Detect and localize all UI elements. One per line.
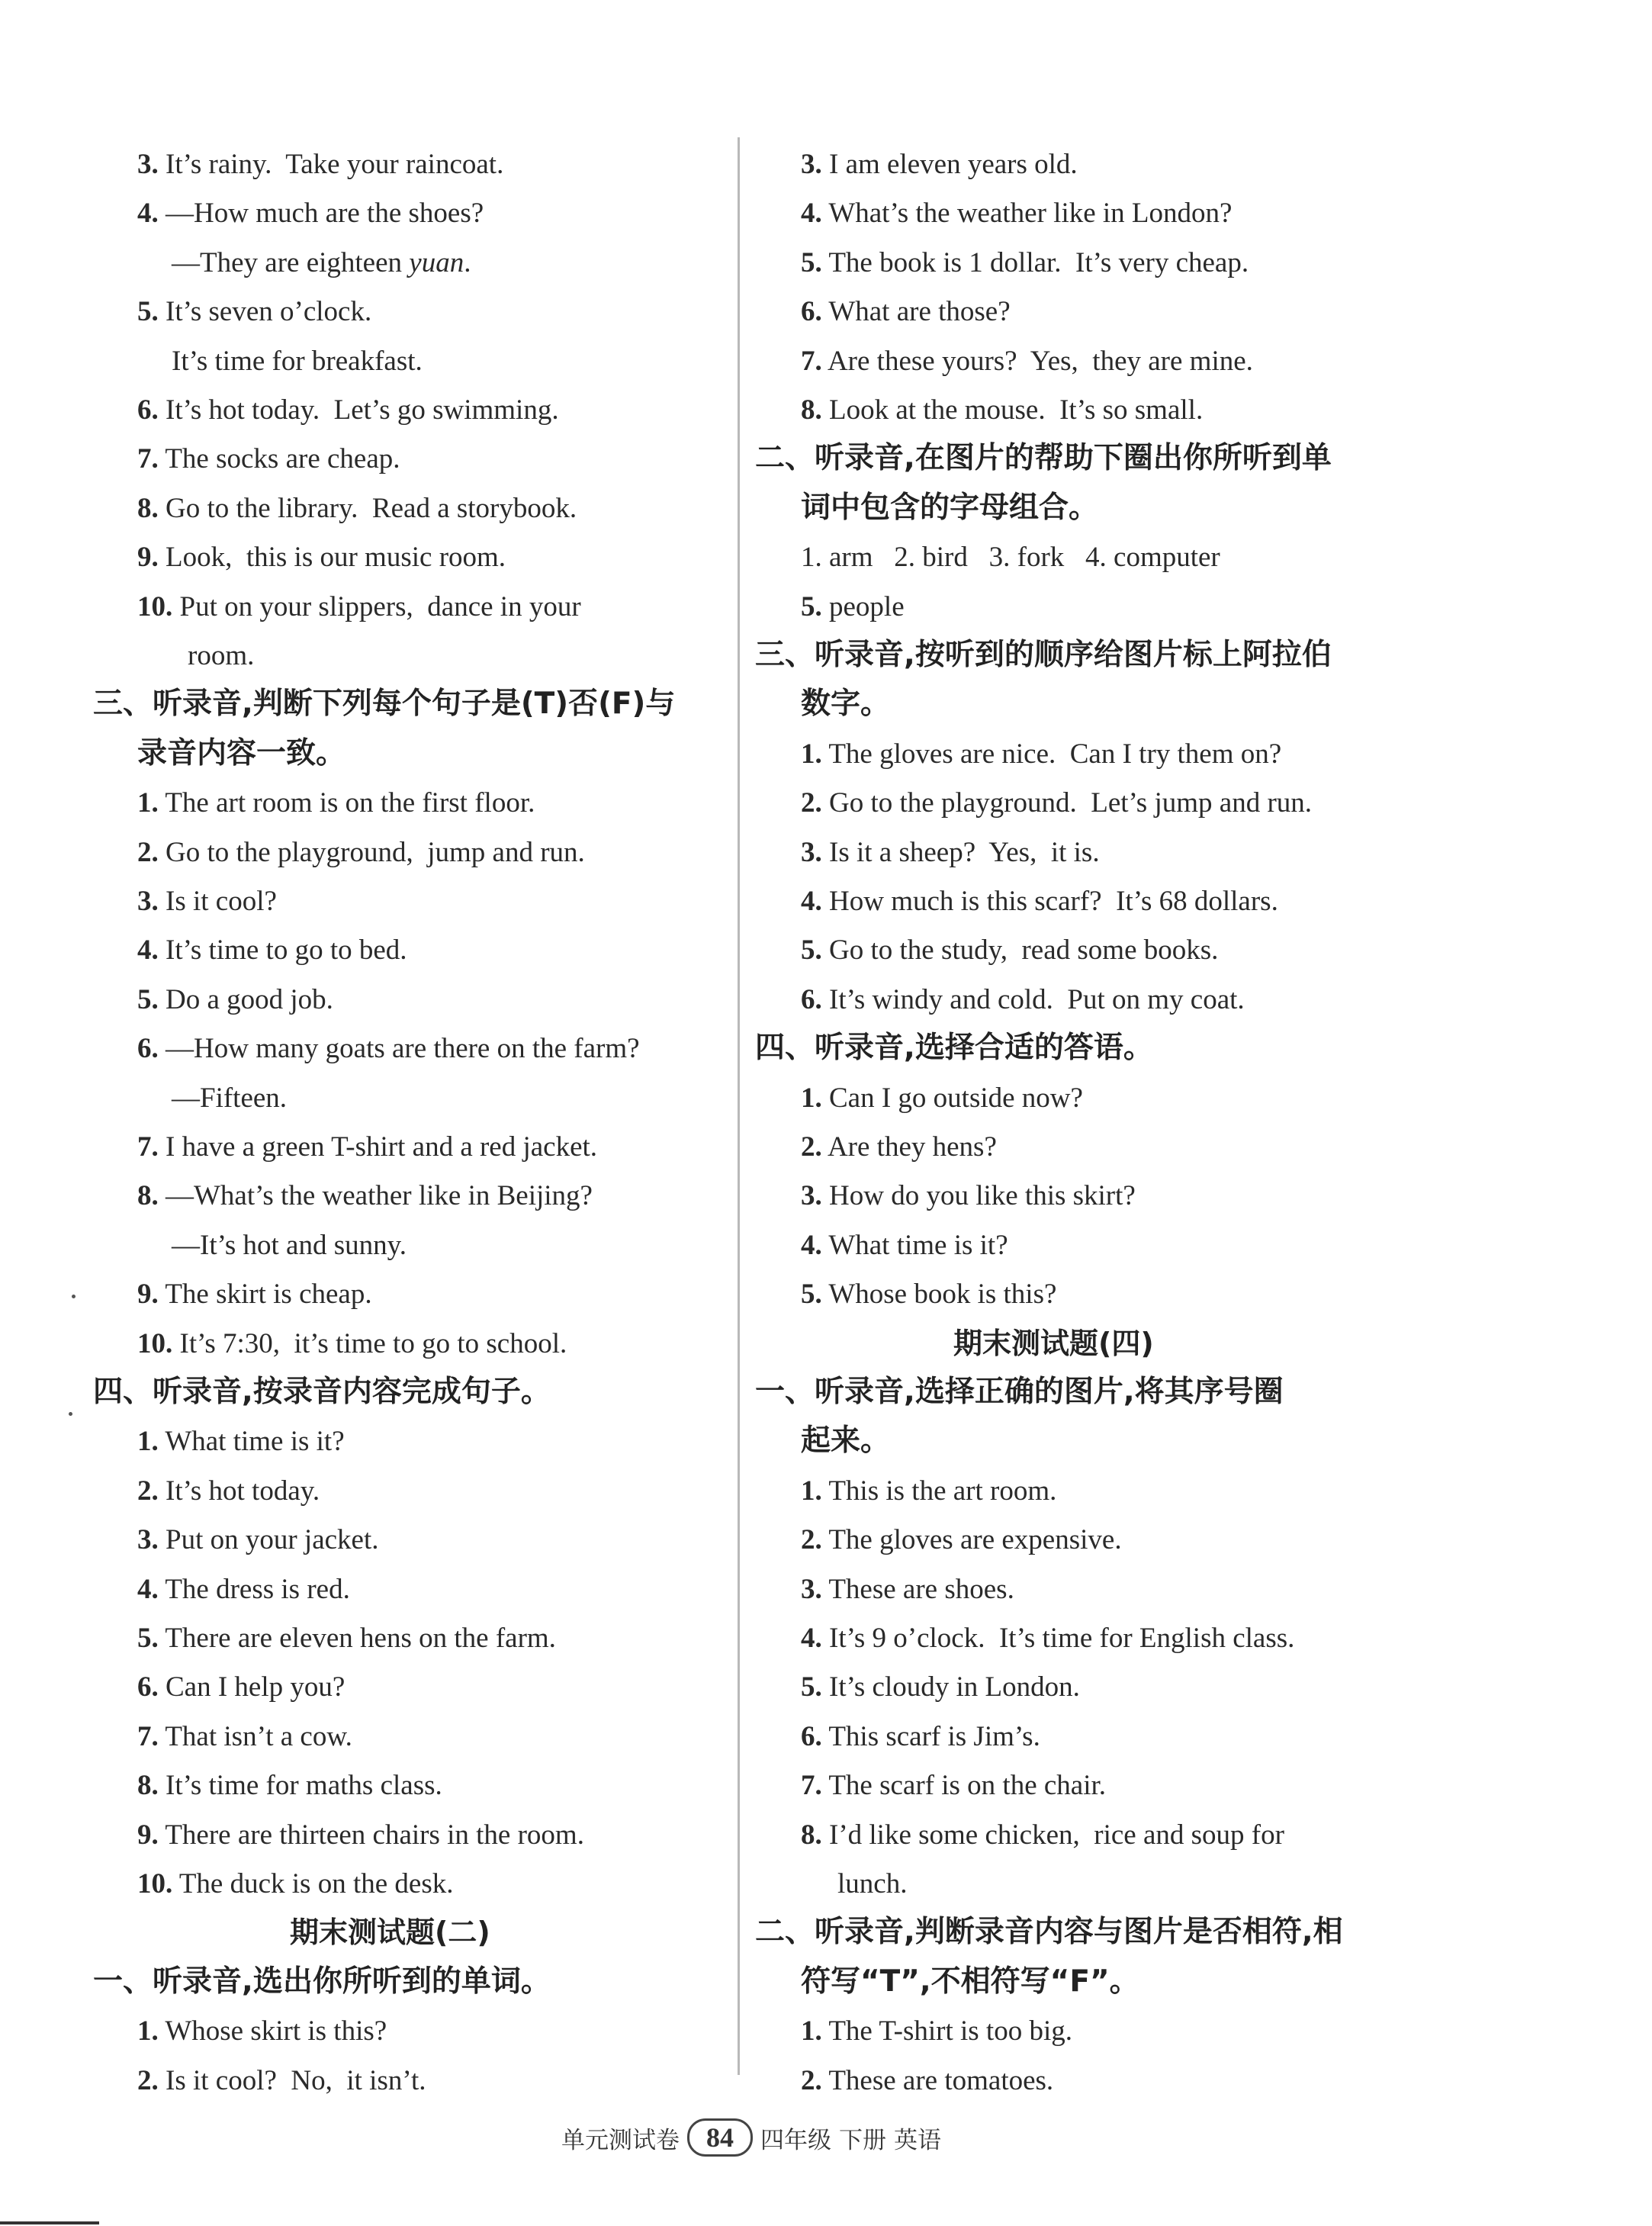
item-number: 1.: [137, 787, 159, 819]
item-number: 7.: [137, 1131, 159, 1163]
list-item: 2. Are they hens?: [801, 1131, 997, 1163]
list-item: 6. What are those?: [801, 296, 1011, 328]
list-item: 3. Is it a sheep? Yes, it is.: [801, 836, 1100, 868]
list-item: 4. What time is it?: [801, 1229, 1008, 1261]
list-item: 8. It’s time for maths class.: [137, 1770, 442, 1802]
section-title: 期末测试题(二): [290, 1916, 490, 1950]
section-heading: 二、听录音,判断录音内容与图片是否相符,相: [755, 1915, 1343, 1950]
item-number: 4.: [137, 198, 159, 230]
list-item: 7. The scarf is on the chair.: [801, 1770, 1107, 1802]
speck: [72, 1295, 76, 1298]
item-number: 6.: [801, 983, 822, 1015]
item-number: 6.: [137, 394, 159, 426]
list-item: 4. What’s the weather like in London?: [801, 198, 1233, 230]
list-item: 3. These are shoes.: [801, 1573, 1014, 1605]
list-item: 7. I have a green T-shirt and a red jacket.: [137, 1131, 598, 1163]
list-item: 1. Whose skirt is this?: [137, 2015, 387, 2047]
list-item: 4. The dress is red.: [137, 1573, 350, 1605]
section-heading: 三、听录音,判断下列每个句子是(T)否(F)与: [93, 687, 676, 722]
section-heading: 起来。: [801, 1423, 891, 1459]
item-number: 9.: [137, 1819, 159, 1851]
list-item: 8. Go to the library. Read a storybook.: [137, 492, 577, 524]
item-number: 8.: [137, 1770, 159, 1802]
section-title: 期末测试题(四): [953, 1326, 1154, 1360]
item-number: 7.: [137, 1720, 159, 1752]
list-item: 7. That isn’t a cow.: [137, 1720, 352, 1752]
list-item: 1. What time is it?: [137, 1426, 345, 1458]
item-number: 3.: [801, 1573, 822, 1605]
item-number: 2.: [801, 2064, 822, 2096]
item-number: 8.: [137, 1180, 159, 1212]
item-number: 1.: [801, 2015, 822, 2047]
item-number: 4.: [801, 1623, 822, 1654]
list-item: 2. Go to the playground, jump and run.: [137, 836, 585, 868]
list-item: 10. It’s 7:30, it’s time to go to school.: [137, 1327, 567, 1359]
list-item: 7. The socks are cheap.: [137, 443, 400, 475]
footer-series: 单元测试卷: [561, 2126, 680, 2154]
page-footer: [561, 2115, 941, 2160]
item-number: 2.: [801, 1524, 822, 1556]
list-item: 7. Are these yours? Yes, they are mine.: [801, 345, 1253, 377]
item-number: 10.: [137, 590, 173, 622]
list-item: 5. There are eleven hens on the farm.: [137, 1623, 556, 1654]
section-heading: 一、听录音,选择正确的图片,将其序号圈: [755, 1375, 1284, 1409]
section-heading: 录音内容一致。: [137, 735, 346, 770]
item-number: 3.: [801, 149, 822, 180]
item-number: 8.: [137, 492, 159, 524]
list-item: 1. This is the art room.: [801, 1475, 1057, 1507]
list-item: 5. It’s seven o’clock.: [137, 296, 372, 328]
section-heading: 符写“T”,不相符写“F”。: [801, 1964, 1139, 1999]
item-number: 4.: [801, 886, 822, 917]
list-item: 5. Go to the study, read some books.: [801, 934, 1219, 967]
item-number: 3.: [137, 886, 159, 917]
list-item: 1. The T-shirt is too big.: [801, 2015, 1072, 2047]
item-number: 2.: [801, 787, 822, 819]
list-item: 9. There are thirteen chairs in the room.: [137, 1819, 584, 1851]
section-heading: 二、听录音,在图片的帮助下圈出你所听到单: [755, 441, 1332, 476]
list-item: 3. It’s rainy. Take your raincoat.: [137, 149, 504, 180]
list-item: 4. —How much are the shoes?: [137, 198, 484, 230]
list-item: 1. The gloves are nice. Can I try them on?: [801, 738, 1282, 770]
list-item: 10. The duck is on the desk.: [137, 1868, 454, 1899]
list-item: 6. It’s windy and cold. Put on my coat.: [801, 983, 1245, 1015]
item-number: 2.: [137, 1475, 159, 1507]
item-number: 2.: [137, 836, 159, 868]
list-item: 1. The art room is on the first floor.: [137, 787, 535, 819]
section-heading: 一、听录音,选出你所听到的单词。: [93, 1964, 551, 1999]
list-item: 2. Is it cool? No, it isn’t.: [137, 2064, 426, 2096]
footer-grade: 四年级: [760, 2126, 831, 2154]
list-item-continuation: —They are eighteen yuan.: [172, 246, 471, 278]
footer-subject: 英语: [894, 2126, 941, 2154]
list-item: 5. The book is 1 dollar. It’s very cheap.: [801, 246, 1249, 278]
item-number: 8.: [801, 1819, 822, 1851]
list-item: 3. Is it cool?: [137, 886, 277, 917]
item-number: 1.: [137, 1426, 159, 1458]
item-number: 1.: [801, 1475, 822, 1507]
list-item: 6. This scarf is Jim’s.: [801, 1720, 1040, 1752]
list-item: 8. —What’s the weather like in Beijing?: [137, 1180, 593, 1212]
item-number: 4.: [137, 934, 159, 967]
list-item: 5. It’s cloudy in London.: [801, 1671, 1080, 1703]
list-item: 5. people: [801, 590, 905, 622]
item-number: 4.: [801, 198, 822, 230]
list-item: 6. —How many goats are there on the farm?: [137, 1033, 640, 1065]
list-item: 5. Do a good job.: [137, 983, 333, 1015]
item-number: 5.: [137, 1623, 159, 1654]
item-number: 8.: [801, 394, 822, 426]
item-number: 4.: [801, 1229, 822, 1261]
item-number: 2.: [801, 1131, 822, 1163]
list-item-continuation: 1. arm 2. bird 3. fork 4. computer: [801, 542, 1220, 574]
item-number: 1.: [801, 738, 822, 770]
item-number: 6.: [801, 1720, 822, 1752]
item-number: 5.: [801, 1671, 822, 1703]
section-heading: 四、听录音,选择合适的答语。: [755, 1031, 1153, 1066]
item-number: 6.: [801, 296, 822, 328]
section-heading: 词中包含的字母组合。: [801, 490, 1099, 525]
list-item: 9. The skirt is cheap.: [137, 1279, 372, 1311]
item-number: 10.: [137, 1327, 173, 1359]
list-item: 10. Put on your slippers, dance in your: [137, 590, 581, 622]
list-item: 3. I am eleven years old.: [801, 149, 1078, 180]
list-item-continuation: —It’s hot and sunny.: [172, 1229, 407, 1261]
item-number: 7.: [137, 443, 159, 475]
item-number: 2.: [137, 2064, 159, 2096]
item-number: 4.: [137, 1573, 159, 1605]
list-item: 3. Put on your jacket.: [137, 1524, 379, 1556]
item-number: 10.: [137, 1868, 173, 1899]
item-number: 5.: [801, 246, 822, 278]
item-number: 6.: [137, 1671, 159, 1703]
list-item-continuation: room.: [188, 640, 255, 671]
section-heading: 三、听录音,按听到的顺序给图片标上阿拉伯: [755, 638, 1332, 672]
speck: [69, 1412, 72, 1416]
item-number: 9.: [137, 1279, 159, 1311]
item-number: 3.: [801, 836, 822, 868]
list-item: 2. The gloves are expensive.: [801, 1524, 1122, 1556]
list-item: 4. It’s 9 o’clock. It’s time for English class.: [801, 1623, 1295, 1654]
list-item: 5. Whose book is this?: [801, 1279, 1057, 1311]
section-heading: 四、听录音,按录音内容完成句子。: [93, 1375, 551, 1409]
section-heading: 数字。: [801, 687, 891, 722]
list-item: 8. Look at the mouse. It’s so small.: [801, 394, 1204, 426]
item-number: 3.: [137, 1524, 159, 1556]
list-item: 2. These are tomatoes.: [801, 2064, 1054, 2096]
page-edge: [0, 2221, 99, 2224]
column-divider: [738, 137, 740, 2075]
item-number: 6.: [137, 1033, 159, 1065]
list-item: 2. Go to the playground. Let’s jump and run.: [801, 787, 1313, 819]
item-number: 5.: [801, 1279, 822, 1311]
list-item: 8. I’d like some chicken, rice and soup for: [801, 1819, 1284, 1851]
list-item: 4. How much is this scarf? It’s 68 dollars.: [801, 886, 1278, 917]
item-number: 5.: [137, 296, 159, 328]
list-item: 4. It’s time to go to bed.: [137, 934, 407, 967]
list-item: 6. It’s hot today. Let’s go swimming.: [137, 394, 559, 426]
item-number: 5.: [801, 934, 822, 967]
list-item: 3. How do you like this skirt?: [801, 1180, 1136, 1212]
footer-volume: 下册: [839, 2126, 886, 2154]
item-number: 3.: [801, 1180, 822, 1212]
list-item-continuation: —Fifteen.: [172, 1082, 288, 1114]
item-number: 1.: [137, 2015, 159, 2047]
item-number: 5.: [801, 590, 822, 622]
item-number: 7.: [801, 345, 822, 377]
list-item: 9. Look, this is our music room.: [137, 542, 506, 574]
page-number-badge: 84: [687, 2118, 753, 2157]
item-number: 1.: [801, 1082, 822, 1114]
item-number: 3.: [137, 149, 159, 180]
item-number: 5.: [137, 983, 159, 1015]
list-item: 1. Can I go outside now?: [801, 1082, 1083, 1114]
list-item: 2. It’s hot today.: [137, 1475, 320, 1507]
item-number: 7.: [801, 1770, 822, 1802]
list-item-continuation: lunch.: [837, 1868, 908, 1899]
item-number: 9.: [137, 542, 159, 574]
list-item: 6. Can I help you?: [137, 1671, 346, 1703]
list-item-continuation: It’s time for breakfast.: [172, 345, 423, 377]
